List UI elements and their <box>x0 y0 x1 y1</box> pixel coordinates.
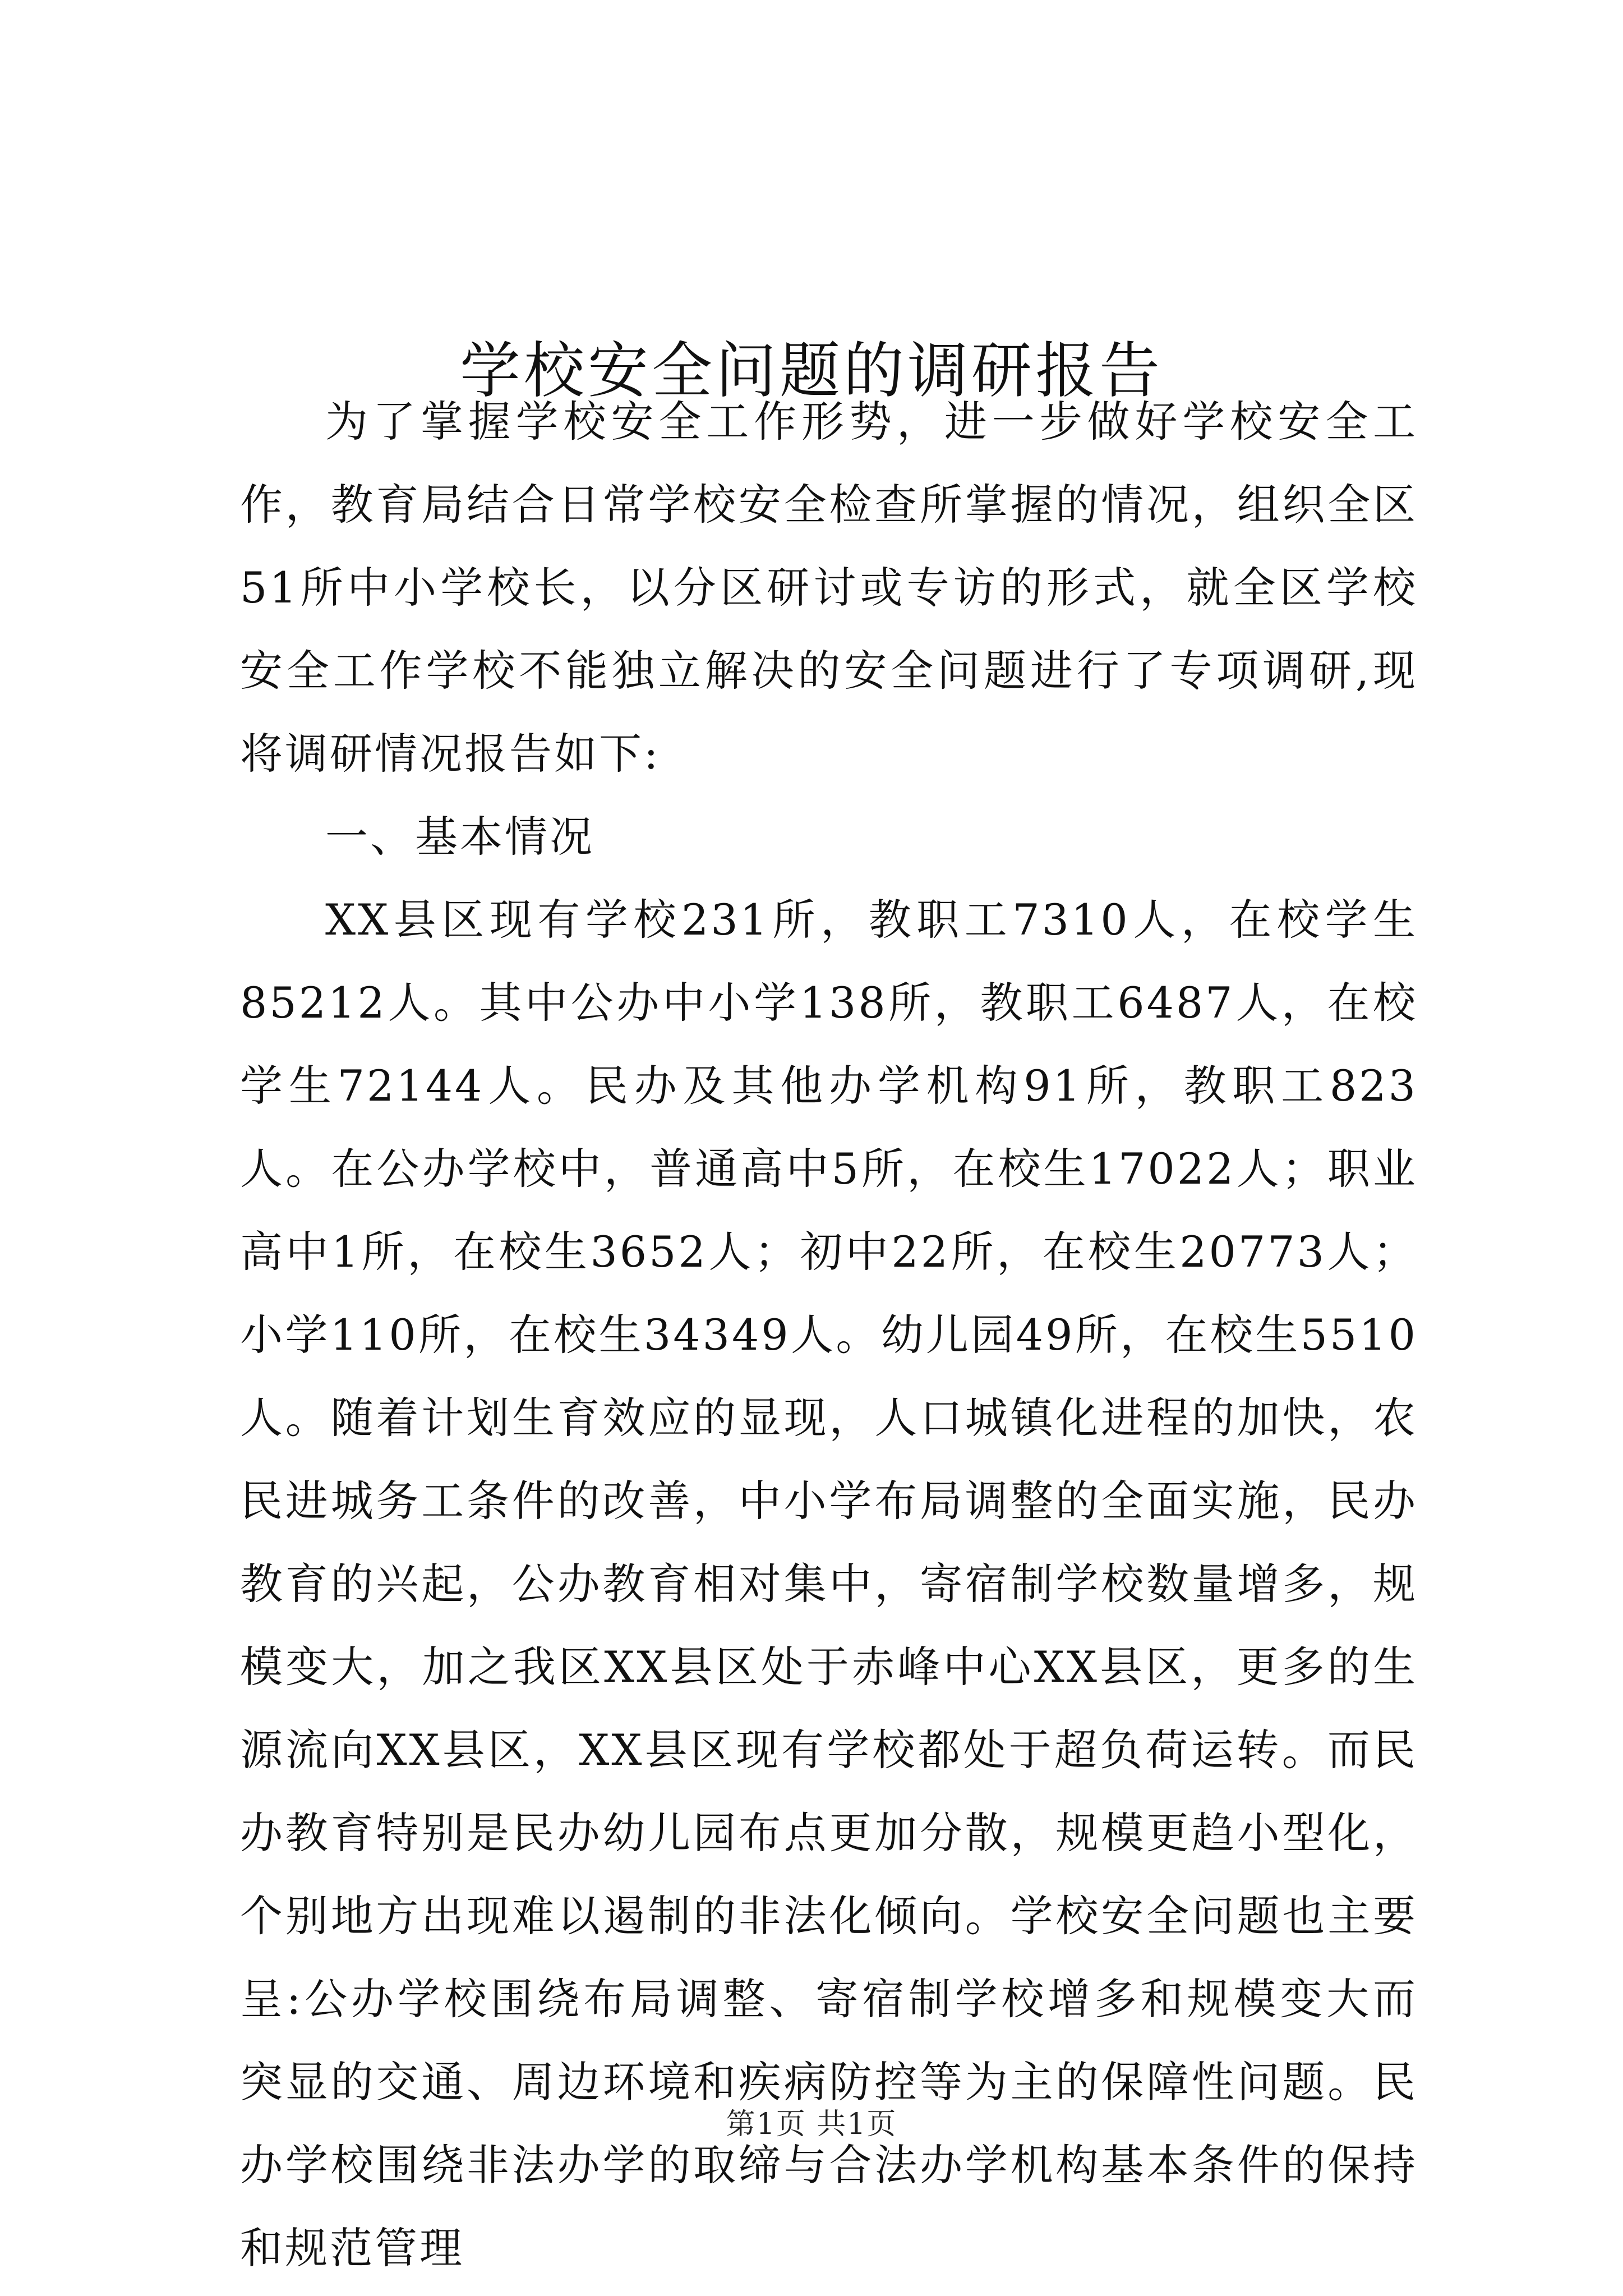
section-heading-basic-situation: 一、基本情况 <box>325 812 594 862</box>
intro-paragraph: 为了掌握学校安全工作形势，进一步做好学校安全工作，教育局结合日常学校安全检查所掌握的情况，组织全区51所中小学校长，以分区研讨或专访的形式，就全区学校安全工作学校不能独立解决的安全问题进行了专项调研,现将调研情况报告如下: <box>240 397 1418 779</box>
document-body <box>240 380 1418 2290</box>
page-footer: 第1页 共1页 <box>726 2108 897 2141</box>
basic-situation-paragraph: XX县区现有学校231所，教职工7310人，在校学生85212人。其中公办中小学138所，教职工6487人，在校学生72144人。民办及其他办学机构91所，教职工823人。在公办学校中，普通高中5所，在校生17022人；职业高中1所，在校生3652人；初中22所，在校生20773人；小学110所，在校生34349人。幼儿园49所，在校生5510人。随着计划生育效应的显现，人口城镇化进程的加快，农民进城务工条件的改善，中小学布局调整的全面实施，民办教育的兴起，公办教育相对集中，寄宿制学校数量增多，规模变大，加之我区XX县区处于赤峰中心XX县区，更多的生源流向XX县区，XX县区现有学校都处于超负荷运转。而民办教育特别是民办幼儿园布点更加分散，规模更趋小型化，个别地方出现难以遏制的非法化倾向。学校安全问题也主要呈:公办学校围绕布局调整、寄宿制学校增多和规模变大而突显的交通、周边环境和疾病防控等为主的保障性问题。民办学校围绕非法办学的取缔与合法办学机构基本条件的保持和规范管理 <box>240 895 1418 2273</box>
document-title: 学校安全问题的调研报告 <box>459 336 1163 407</box>
